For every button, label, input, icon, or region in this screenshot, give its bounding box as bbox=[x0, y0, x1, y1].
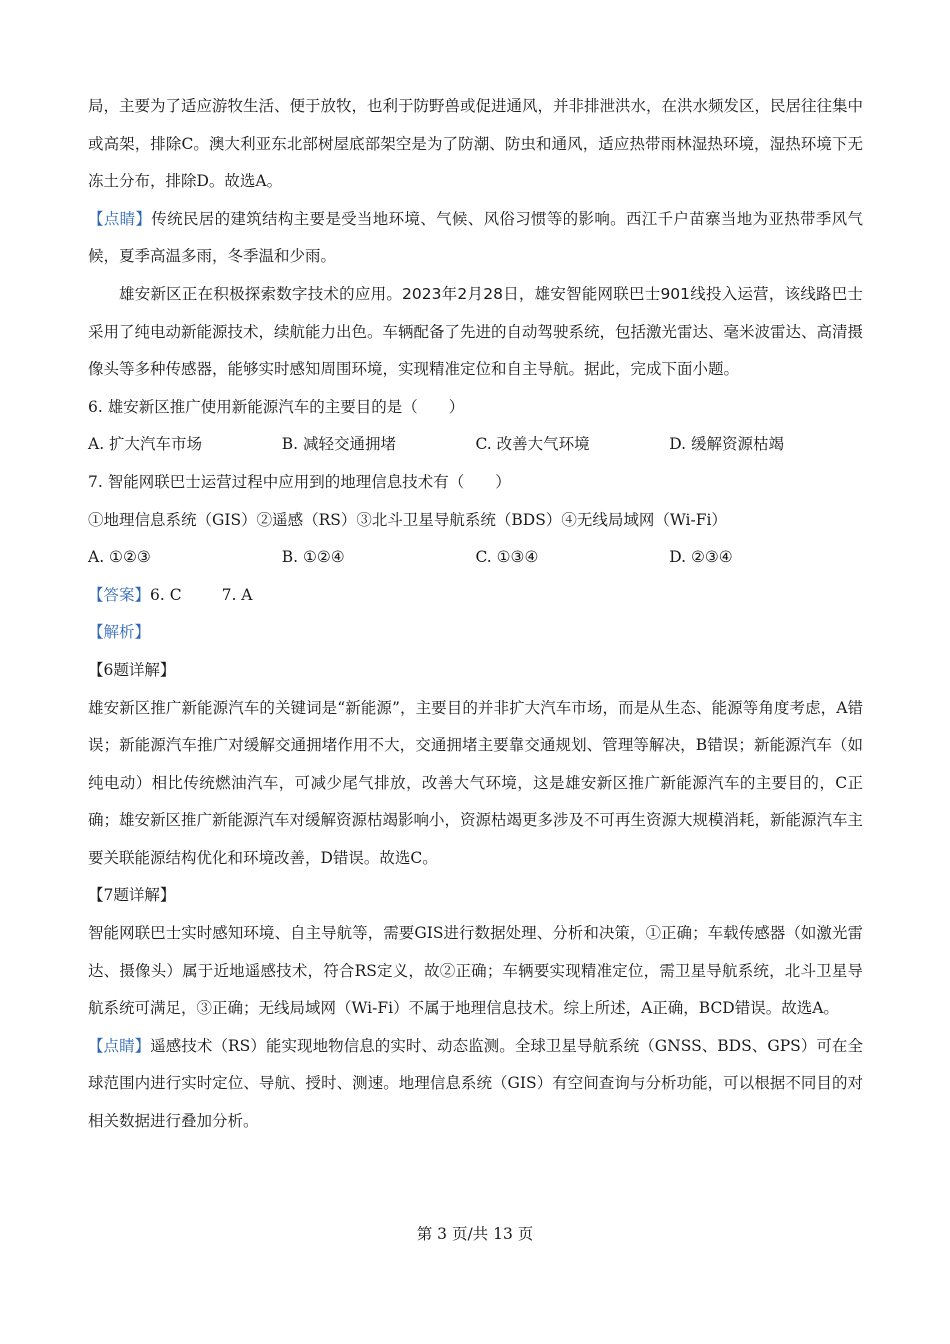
answer-6: 6. C bbox=[150, 585, 182, 604]
previous-explanation: 局，主要为了适应游牧生活、便于放牧，也利于防野兽或促进通风，并非排泄洪水，在洪水频发区，民居往往集中或高架，排除C。澳大利亚东北部树屋底部架空是为了防潮、防虫和通风，适应热带雨林湿热环境，湿热环境下无冻土分布，排除D。故选A。 bbox=[88, 97, 864, 191]
option-c: C. ①③④ bbox=[475, 548, 539, 567]
reading-passage: 雄安新区正在积极探索数字技术的应用。2023年2月28日，雄安智能网联巴士901线投入运营，该线路巴士采用了纯电动新能源技术，续航能力出色。车辆配备了先进的自动驾驶系统，包括激光雷达、毫米波雷达、高清摄像头等多种传感器，能够实时感知周围环境，实现精准定位和自主导航。据此，完成下面小题。 bbox=[88, 284, 864, 379]
previous-comment bbox=[88, 201, 863, 276]
q7-detail-text: 智能网联巴士实时感知环境、自主导航等，需要GIS进行数据处理、分析和决策，①正确；车载传感器（如激光雷达、摄像头）属于近地遥感技术，符合RS定义，故②正确；车辆要实现精准定位，需卫星导航系统，北斗卫星导航系统可满足，③正确；无线局域网（Wi-Fi）不属于地理信息技术。综上所述，A正确，BCD错误。故选A。 bbox=[88, 924, 863, 1018]
answer-7: 7. A bbox=[221, 585, 253, 604]
option-a: A. ①②③ bbox=[88, 548, 151, 567]
final-comment bbox=[88, 1028, 863, 1141]
comment-text: 遥感技术（RS）能实现地物信息的实时、动态监测。全球卫星导航系统（GNSS、BDS、GPS）可在全球范围内进行实时定位、导航、授时、测速。地理信息系统（GIS）有空间查询与分析功能，可以根据不同目的对相关数据进行叠加分析。 bbox=[88, 1036, 863, 1131]
page-footer: 第 3 页/共 13 页 bbox=[416, 1225, 534, 1243]
question-6-options bbox=[88, 426, 863, 464]
answer-tag: 【答案】 bbox=[88, 585, 151, 604]
option-d: D. 缓解资源枯竭 bbox=[669, 435, 784, 454]
comment-tag: 【点睛】 bbox=[88, 209, 152, 228]
analysis-tag: 【解析】 bbox=[88, 623, 151, 642]
option-b: B. ①②④ bbox=[281, 548, 345, 567]
comment-tag: 【点睛】 bbox=[88, 1036, 151, 1055]
question-7-items: ①地理信息系统（GIS）②遥感（RS）③北斗卫星导航系统（BDS）④无线局域网（Wi-Fi） bbox=[88, 510, 727, 529]
answer-line bbox=[88, 577, 863, 615]
question-7-options bbox=[88, 539, 863, 577]
option-a: A. 扩大汽车市场 bbox=[88, 435, 203, 454]
q6-detail-text: 雄安新区推广新能源汽车的关键词是“新能源”，主要目的并非扩大汽车市场，而是从生态、能源等角度考虑，A错误；新能源汽车推广对缓解交通拥堵作用不大，交通拥堵主要靠交通规划、管理等解决，B错误；新能源汽车（如纯电动）相比传统燃油汽车，可减少尾气排放，改善大气环境，这是雄安新区推广新能源汽车的主要目的，C正确；雄安新区推广新能源汽车对缓解资源枯竭影响小，资源枯竭更多涉及不可再生资源大规模消耗，新能源汽车主要关联能源结构优化和环境改善，D错误。故选C。 bbox=[88, 698, 864, 867]
option-b: B. 减轻交通拥堵 bbox=[281, 435, 396, 454]
q6-detail-heading: 【6题详解】 bbox=[88, 660, 176, 679]
question-6-stem: 6. 雄安新区推广使用新能源汽车的主要目的是（ ） bbox=[88, 397, 465, 416]
comment-text: 传统民居的建筑结构主要是受当地环境、气候、风俗习惯等的影响。西江千户苗寨当地为亚热带季风气候，夏季高温多雨，冬季温和少雨。 bbox=[88, 209, 863, 266]
question-7-stem: 7. 智能网联巴士运营过程中应用到的地理信息技术有（ ） bbox=[88, 472, 511, 491]
page-content bbox=[88, 88, 863, 1141]
option-d: D. ②③④ bbox=[669, 548, 733, 567]
option-c: C. 改善大气环境 bbox=[475, 435, 590, 454]
q7-detail-heading: 【7题详解】 bbox=[88, 886, 176, 905]
